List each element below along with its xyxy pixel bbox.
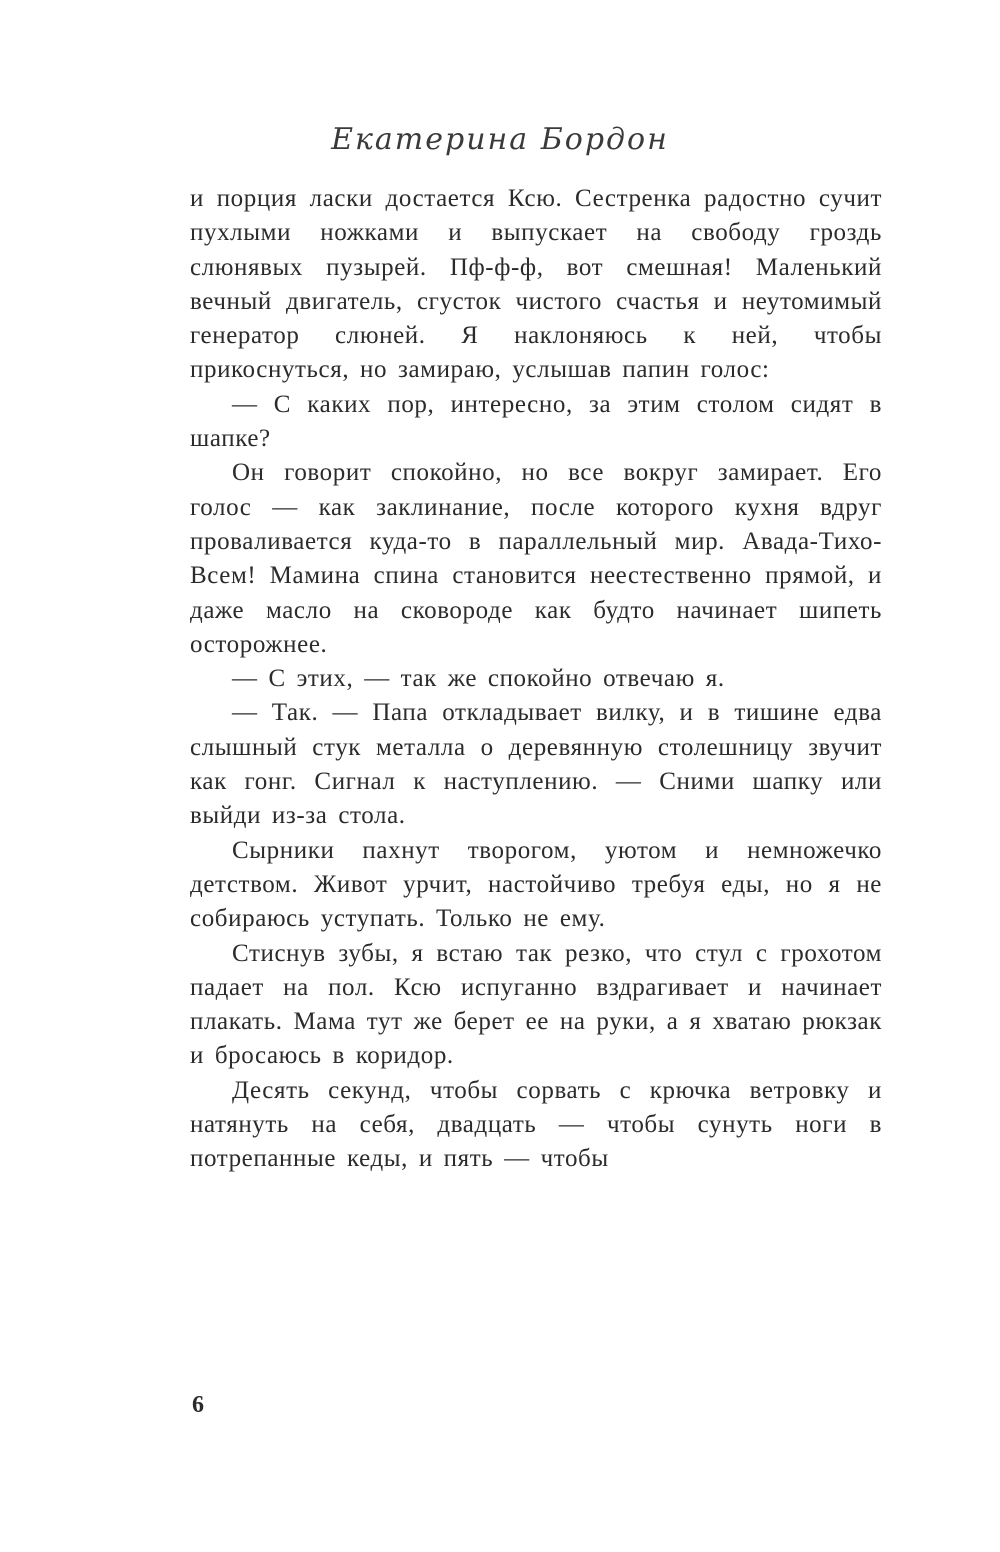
- paragraph: — С каких пор, интересно, за этим столом сидят в шапке?: [190, 390, 882, 453]
- paragraph: Стиснув зубы, я встаю так резко, что стул с грохотом падает на пол. Ксю испуганно вздрагивает и начинает плакать. Мама тут же берет ее на руки, а я хватаю рюкзак и бросаюсь в коридор.: [190, 939, 882, 1070]
- running-head-author: Екатерина Бордон: [331, 122, 669, 157]
- page-number: 6: [192, 1392, 204, 1418]
- paragraph: — С этих, — так же спокойно отвечаю я.: [232, 665, 725, 693]
- paragraph: Десять секунд, чтобы сорвать с крючка ветровку и натянуть на себя, двадцать — чтобы сунуть ноги в потрепанные кеды, и пять — чтобы: [190, 1076, 882, 1173]
- paragraph: — Так. — Папа откладывает вилку, и в тишине едва слышный стук металла о деревянную столешницу звучит как гонг. Сигнал к наступлению. — Сними шапку или выйди из-за стола.: [190, 699, 882, 830]
- paragraph: и порция ласки достается Ксю. Сестренка радостно сучит пухлыми ножками и выпускает на свободу гроздь слюнявых пузырей. Пф-ф-ф, вот смешная! Маленький вечный двигатель, сгусток чистого счастья и неутомимый генератор слюней. Я наклоняюсь к ней, чтобы прикоснуться, но замираю, услышав папин голос:: [190, 185, 882, 384]
- text-block: [190, 182, 882, 1177]
- paragraph: Он говорит спокойно, но все вокруг замирает. Его голос — как заклинание, после которого кухня вдруг проваливается куда-то в параллельный мир. Авада-Тихо-Всем! Мамина спина становится неестественно прямой, и даже масло на сковороде как будто начинает шипеть осторожнее.: [190, 459, 882, 658]
- paragraph: Сырники пахнут творогом, уютом и немножечко детством. Живот урчит, настойчиво требуя еды, но я не собираюсь уступать. Только не ему.: [190, 836, 882, 933]
